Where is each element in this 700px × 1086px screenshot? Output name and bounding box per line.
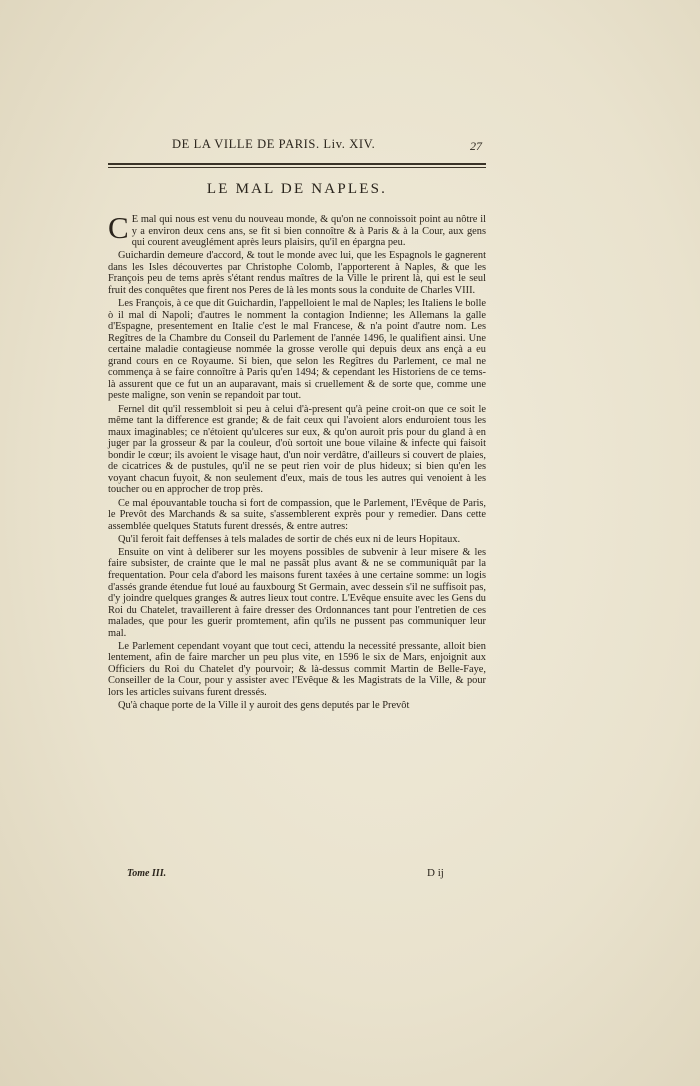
body-text xyxy=(108,210,486,713)
header-rule-thin xyxy=(108,167,486,168)
page-number: 27 xyxy=(470,139,482,153)
paragraph: Qu'à chaque porte de la Ville il y auroit des gens deputés par le Prevôt xyxy=(118,700,410,712)
signature-mark: D ij xyxy=(427,867,444,879)
paragraph: Les François, à ce que dit Guichardin, l'appelloient le mal de Naples; les Italiens le bolle ò il mal di Napoli; d'autres le nomment la contagion Indienne; les Allemans la galle d'Espagne, presentement en Italie c'est le mal Francese, & n'a point d'autre nom. Les Regîtres de la Chambre du Conseil du Parlement de l'année 1496, le qualifient ainsi. Une certaine maladie contagieuse nommée la grosse verolle qui depuis deux ans ençà a eu grand cours en ce Royaume. Si bien, que selon les Regîtres du Parlement, ce mal ne commença à se faire connoître à Paris qu'en 1494; & cependant les Historiens de ce tems-là assurent que ce fut un an auparavant, mais si cruellement & de sorte que, comme une peste maligne, son venin se repandoit par tout. xyxy=(108,298,486,402)
paragraph: Le Parlement cependant voyant que tout ceci, attendu la necessité pressante, alloit bien lentement, afin de faire marcher un peu plus vite, en 1596 le six de Mars, enjoignit aux Officiers du Roi du Chatelet d'y pourvoir; & là-dessus commit Martin de Belle-Faye, Conseiller de la Cour, pour y assister avec l'Evêque & les Magistrats de la Ville, & pour lors les articles suivans furent dressés. xyxy=(108,640,486,699)
paragraph: Ce mal épouvantable toucha si fort de compassion, que le Parlement, l'Evêque de Paris, le Prevôt des Marchands & sa suite, s'assemblerent exprès pour y remedier. Dans cette assemblée quelques Statuts furent dressés, & entre autres: xyxy=(108,497,486,532)
paragraph: C E mal qui nous est venu du nouveau monde, & qu'on ne connoissoit point au nôtre il y a environ deux cens ans, se fit si bien connoître & à Paris & à la Cour, aux gens qui courent aveuglément après leurs plaisirs, qu'il en épargna peu. xyxy=(108,210,486,249)
book-number: Liv. XIV. xyxy=(323,137,376,151)
paragraph: Ensuite on vint à deliberer sur les moyens possibles de subvenir à leur misere & les faire subsister, de crainte que le mal ne passât plus avant & ne se communiquât par la frequentation. Pour cela d'abord les maisons furent taxées à une certaine somme: un logis d'assés grande étendue fut loué au fauxbourg St Germain, avec dessein s'il ne suffisoit pas, d'y joindre quelques granges & autres lieux tout contre. L'Evêque ensuite avec les Gens du Roi du Chatelet, travaillerent à faire dresser des Ordonnances tant pour l'entretien de ces malades, que pour les guerir promtement, afin qu'ils ne pussent pas communiquer leur mal. xyxy=(108,546,486,639)
running-title: DE LA VILLE DE PARIS. xyxy=(172,137,320,151)
paragraph: Fernel dit qu'il ressembloit si peu à celui d'à-present qu'à peine croit-on que ce soit le même tant la difference est grande; & de fait ceux qui l'avoient alors enduroient tous les maux imaginables; ce n'étoient qu'ulceres sur eux, & qu'on auroit pris pour du gland à en juger par la grosseur & par la couleur, d'où sortoit une boue vilaine & infecte qui faisoit bondir le cœur; ils avoient le visage haut, d'un noir verdâtre, d'ailleurs si couvert de plaies, de cicatrices & de pustules, qu'il ne se peut rien voir de plus hideux; si bien qu'en les voyant chacun fuyoit, & non seulement d'eux, mais de tous les autres qui venoient à les toucher ou en approcher de trop près. xyxy=(108,403,486,496)
paragraph: Qu'il feroit fait deffenses à tels malades de sortir de chés eux ni de leurs Hopitaux. xyxy=(118,533,461,545)
volume-mark: Tome III. xyxy=(127,868,167,879)
running-head xyxy=(172,137,428,152)
drop-cap: C xyxy=(108,210,129,245)
chapter-title: LE MAL DE NAPLES. xyxy=(206,181,388,197)
header-rule xyxy=(108,163,486,165)
paragraph: Guichardin demeure d'accord, & tout le monde avec lui, que les Espagnols le gagnerent dans les Isles découvertes par Christophe Colomb, l'apporterent à Naples, & que les François peu de tems après s'étant rendus maîtres de la Ville le prirent là, qui est le seul fruit des conquêtes que firent nos Peres de là les monts sous la conduite de Charles VIII. xyxy=(108,250,486,296)
